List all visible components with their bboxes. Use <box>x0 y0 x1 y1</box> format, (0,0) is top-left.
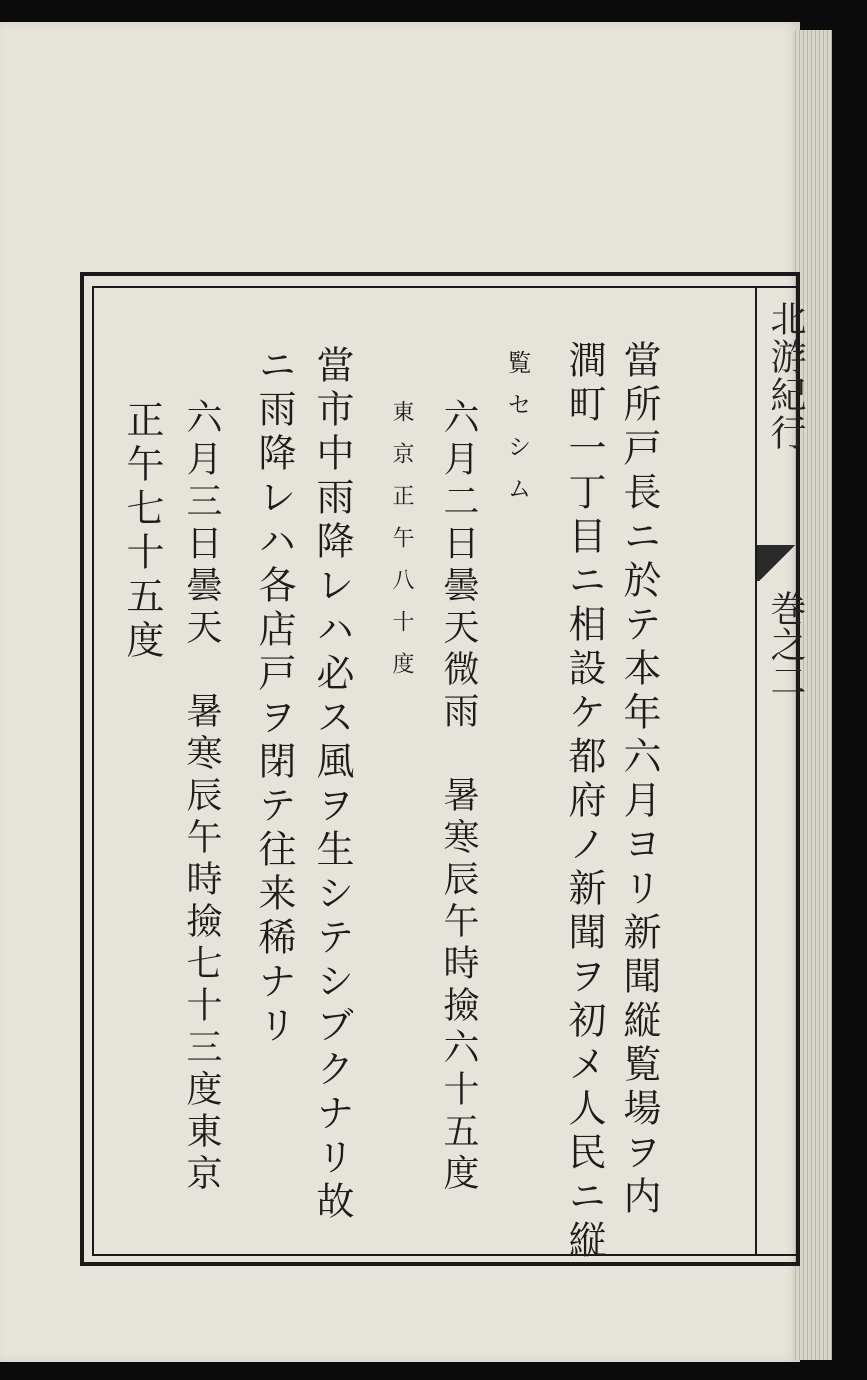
text-column-3: 覧セシム <box>503 350 531 518</box>
text-column-6: 東京正午八十度 <box>389 400 414 694</box>
volume-label: 巻之二 <box>765 590 806 698</box>
text-column-9: 六月三日曇天 暑寒辰午時撿七十三度東京 <box>181 398 222 1196</box>
text-column-8: ニ雨降レハ各店戸ヲ閉テ往来稀ナリ <box>252 345 296 1049</box>
text-column-5: 六月二日曇天微雨 暑寒辰午時撿六十五度 <box>438 398 479 1196</box>
text-column-2: 澗町一丁目ニ相設ケ都府ノ新聞ヲ初メ人民ニ縦 <box>562 340 606 1264</box>
fishtail-mark <box>757 545 797 581</box>
text-column-7: 當市中雨降レハ必ス風ヲ生シテシブクナリ故 <box>310 345 354 1225</box>
text-column-10: 正午七十五度 <box>120 400 164 664</box>
text-column-1: 當所戸長ニ於テ本年六月ヨリ新聞縦覧場ヲ内 <box>617 340 661 1220</box>
book-title: 北游紀行 <box>765 300 806 452</box>
